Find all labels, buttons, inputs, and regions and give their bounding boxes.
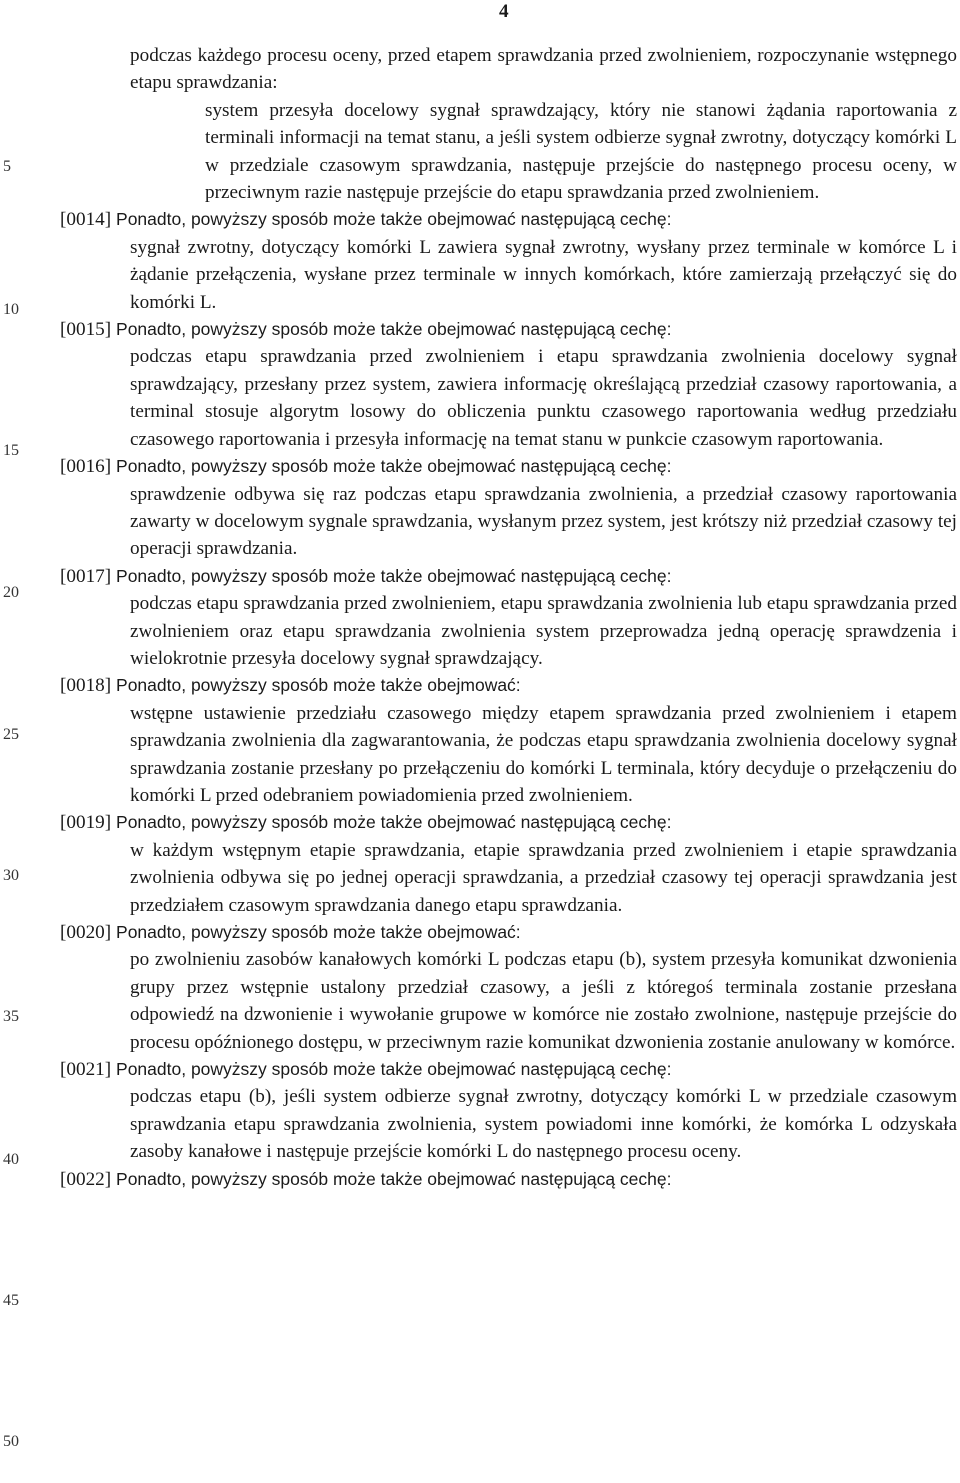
paragraph-number: [0022] (60, 1168, 112, 1190)
paragraph-heading (60, 316, 957, 343)
paragraph-heading (60, 809, 957, 836)
paragraph-text: podczas etapu (b), jeśli system odbierze sygnał zwrotny, dotyczący komórki L w przedziale czasowym sprawdzania etapu sprawdzania zwolnienia, system powiadomi inne komórki, że komórka L odzyskała zasoby kanałowe i następuje przejście komórki L do następnego procesu oceny. (130, 1086, 957, 1163)
paragraph-heading (60, 1056, 957, 1083)
paragraph-number: [0019] (60, 812, 112, 834)
paragraph-heading (60, 672, 957, 699)
line-number: 5 (3, 158, 11, 175)
line-number: 10 (3, 301, 19, 318)
paragraph-intro: Ponadto, powyższy sposób może także obejmować następującą cechę: (111, 319, 672, 340)
line-number: 45 (3, 1292, 19, 1309)
paragraph-number: [0017] (60, 565, 112, 587)
paragraph-number: [0015] (60, 319, 112, 341)
paragraph-intro: Ponadto, powyższy sposób może także obejmować następującą cechę: (111, 209, 672, 230)
paragraph-intro: Ponadto, powyższy sposób może także obejmować następującą cechę: (111, 1168, 672, 1189)
line-number: 20 (3, 584, 19, 601)
paragraph-heading (60, 563, 957, 590)
paragraph-text: sygnał zwrotny, dotyczący komórki L zawiera sygnał zwrotny, wysłany przez terminale w komórce L i żądanie przełączenia, wysłane przez terminale w innych komórkach, które zamierzają przełączyć się do komórki L. (130, 236, 957, 313)
paragraph-text: po zwolnieniu zasobów kanałowych komórki L podczas etapu (b), system przesyła komunikat dzwonienia grupy przez wstępnie ustalony przedział czasowy, a jeśli z któregoś terminala zostanie przesłana odpowiedź na dzwonienie i wywołanie grupowe w komórce nie zostało zwolnione, następuje przejście do procesu opóźnionego dostępu, w przeciwnym razie komunikat dzwonienia zostanie anulowany w komórce. (130, 949, 957, 1053)
paragraph-intro: Ponadto, powyższy sposób może także obejmować następującą cechę: (111, 1059, 672, 1080)
paragraph-text: podczas etapu sprawdzania przed zwolnieniem, etapu sprawdzania zwolnienia lub etapu sprawdzania przed zwolnieniem oraz etapu sprawdzania zwolnienia system przeprowadza jedną operację sprawdzenia i wielokrotnie przesyła docelowy sygnał sprawdzający. (130, 593, 957, 669)
paragraph-heading (60, 453, 957, 480)
paragraph-text: podczas etapu sprawdzania przed zwolnieniem i etapu sprawdzania zwolnienia docelowy sygnał sprawdzający, przesłany przez system, zawiera informację określającą przedział czasowy raportowania, a terminal stosuje algorytm losowy do obliczenia punktu czasowego raportowania według przedziału czasowego raportowania i przesyła informację na temat stanu w punkcie czasowym raportowania. (130, 346, 957, 450)
line-number: 30 (3, 867, 19, 884)
paragraph-intro: Ponadto, powyższy sposób może także obejmować: (111, 675, 521, 696)
line-number: 25 (3, 726, 19, 743)
paragraph-intro: Ponadto, powyższy sposób może także obejmować: (111, 922, 521, 942)
paragraph-number: [0014] (60, 209, 112, 231)
paragraph-intro: Ponadto, powyższy sposób może także obejmować następującą cechę: (111, 565, 672, 586)
paragraph-text: sprawdzenie odbywa się raz podczas etapu sprawdzania zwolnienia, a przedział czasowy raportowania zawarty w docelowym sygnale sprawdzania, wysłanym przez system, jest krótszy niż przedział czasowy tej operacji sprawdzania. (130, 483, 957, 560)
claim-subtext: system przesyła docelowy sygnał sprawdzający, który nie stanowi żądania raportowania z terminali informacji na temat stanu, a jeśli system odbierze sygnał zwrotny, dotyczący komórki L w przedziale czasowym sprawdzania, następuje przejście do następnego procesu oceny, w przeciwnym razie następuje przejście do etapu sprawdzania przed zwolnieniem. (205, 99, 957, 204)
paragraph-number: [0016] (60, 456, 112, 478)
paragraph-intro: Ponadto, powyższy sposób może także obejmować następującą cechę: (111, 456, 672, 477)
claim-text: podczas każdego procesu oceny, przed etapem sprawdzania przed zwolnieniem, rozpoczynanie wstępnego etapu sprawdzania: (130, 45, 957, 94)
paragraph-heading (60, 206, 957, 233)
line-number: 15 (3, 442, 19, 459)
line-number: 35 (3, 1008, 19, 1025)
paragraph-number: [0018] (60, 675, 112, 697)
document-body (0, 42, 960, 1193)
paragraph-intro: Ponadto, powyższy sposób może także obejmować następującą cechę: (111, 812, 672, 833)
paragraph-number: [0020] (60, 922, 112, 943)
paragraph-number: [0021] (60, 1059, 112, 1081)
paragraph-heading (60, 919, 957, 946)
paragraph-text: w każdym wstępnym etapie sprawdzania, etapie sprawdzania przed zwolnieniem i etapie sprawdzania zwolnienia odbywa się po jednej operacji sprawdzania, a przedział czasowy tej operacji sprawdzania jest przedziałem czasowym sprawdzania danego etapu sprawdzania. (130, 839, 957, 916)
paragraph-heading (60, 1166, 957, 1193)
line-number: 50 (3, 1433, 19, 1450)
page-number: 4 (499, 1, 509, 22)
paragraph-text: wstępne ustawienie przedziału czasowego między etapem sprawdzania przed zwolnieniem i etapem sprawdzania zwolnienia dla zagwarantowania, że podczas etapu sprawdzania zwolnienia docelowy sygnał sprawdzania zostanie przesłany po przełączeniu do komórki L terminala, który decyduje o przełączeniu do komórki L przed odebraniem powiadomienia przed zwolnieniem. (130, 702, 957, 806)
line-number: 40 (3, 1151, 19, 1168)
